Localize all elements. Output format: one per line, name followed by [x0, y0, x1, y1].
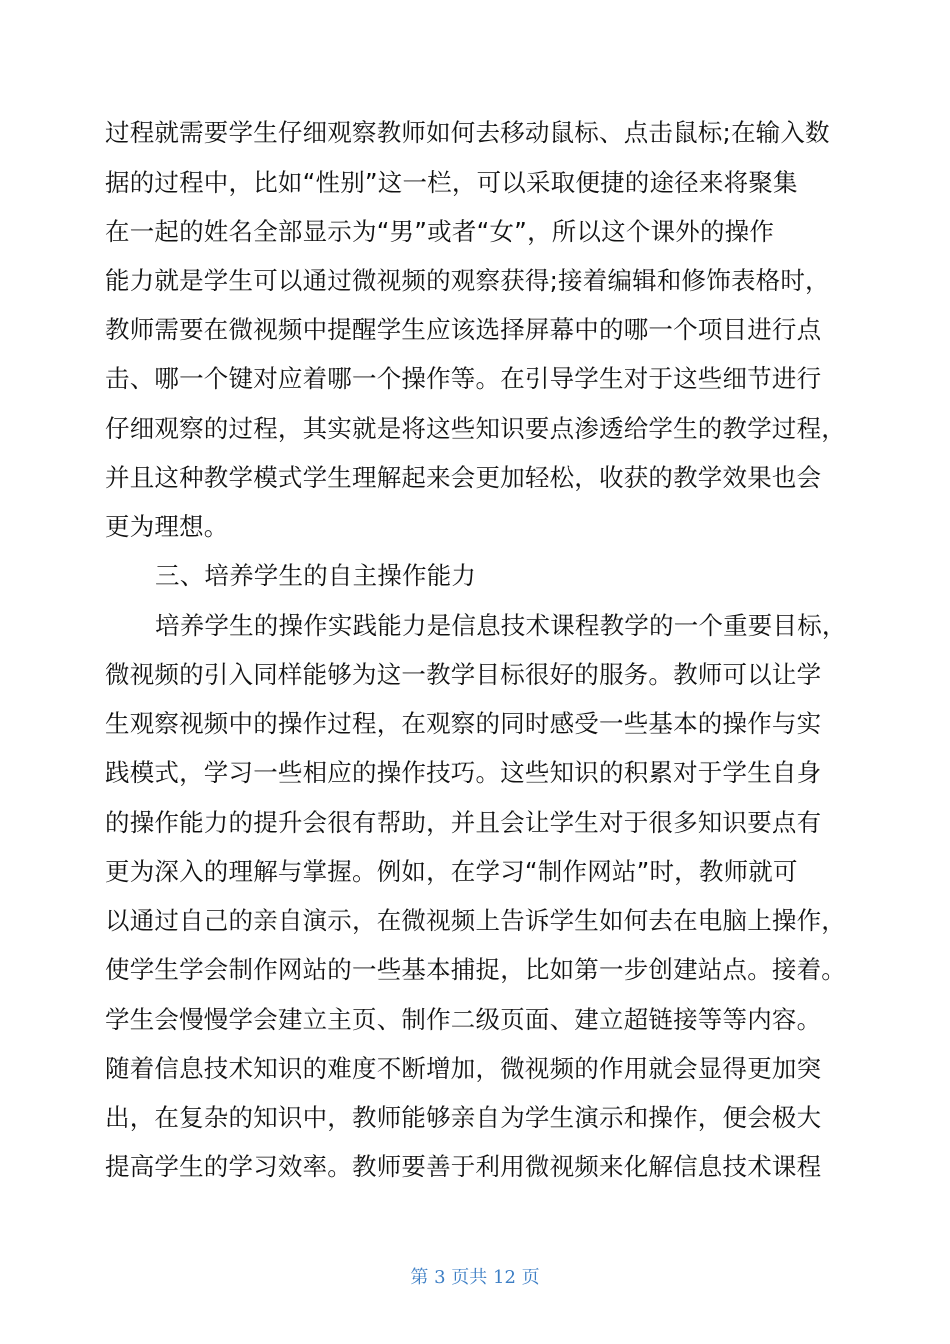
- paragraph-line: 据的过程中，比如“性别”这一栏，可以采取便捷的途径来将聚集: [105, 168, 798, 197]
- section-heading: 三、培养学生的自主操作能力: [155, 561, 477, 590]
- paragraph-line: 提高学生的学习效率。教师要善于利用微视频来化解信息技术课程: [105, 1152, 822, 1181]
- paragraph-line: 击、哪一个键对应着哪一个操作等。在引导学生对于这些细节进行: [105, 364, 822, 393]
- paragraph-line: 微视频的引入同样能够为这一教学目标很好的服务。教师可以让学: [105, 660, 822, 689]
- paragraph-line: 并且这种教学模式学生理解起来会更加轻松，收获的教学效果也会: [105, 463, 822, 492]
- paragraph-line: 出，在复杂的知识中，教师能够亲自为学生演示和操作，便会极大: [105, 1103, 822, 1132]
- paragraph-line: 使学生学会制作网站的一些基本捕捉，比如第一步创建站点。接着。: [105, 955, 846, 984]
- paragraph-line: 践模式，学习一些相应的操作技巧。这些知识的积累对于学生自身: [105, 758, 822, 787]
- paragraph-line: 学生会慢慢学会建立主页、制作二级页面、建立超链接等等内容。: [105, 1005, 822, 1034]
- paragraph-line: 培养学生的操作实践能力是信息技术课程教学的一个重要目标，: [155, 611, 847, 640]
- paragraph-line: 更为深入的理解与掌握。例如，在学习“制作网站”时，教师就可: [105, 857, 798, 886]
- paragraph-line: 更为理想。: [105, 512, 229, 541]
- page-number-footer: 第 3 页共 12 页: [410, 1267, 540, 1288]
- paragraph-line: 仔细观察的过程，其实就是将这些知识要点渗透给学生的教学过程，: [105, 414, 846, 443]
- paragraph-line: 在一起的姓名全部显示为“男”或者“女”，所以这个课外的操作: [105, 217, 775, 246]
- paragraph-line: 过程就需要学生仔细观察教师如何去移动鼠标、点击鼠标;在输入数: [105, 118, 830, 147]
- paragraph-line: 能力就是学生可以通过微视频的观察获得;接着编辑和修饰表格时，: [105, 266, 830, 295]
- paragraph-line: 随着信息技术知识的难度不断增加，微视频的作用就会显得更加突: [105, 1054, 822, 1083]
- paragraph-line: 教师需要在微视频中提醒学生应该选择屏幕中的哪一个项目进行点: [105, 315, 822, 344]
- paragraph-line: 以通过自己的亲自演示，在微视频上告诉学生如何去在电脑上操作，: [105, 906, 846, 935]
- paragraph-line: 生观察视频中的操作过程，在观察的同时感受一些基本的操作与实: [105, 709, 822, 738]
- paragraph-line: 的操作能力的提升会很有帮助，并且会让学生对于很多知识要点有: [105, 808, 822, 837]
